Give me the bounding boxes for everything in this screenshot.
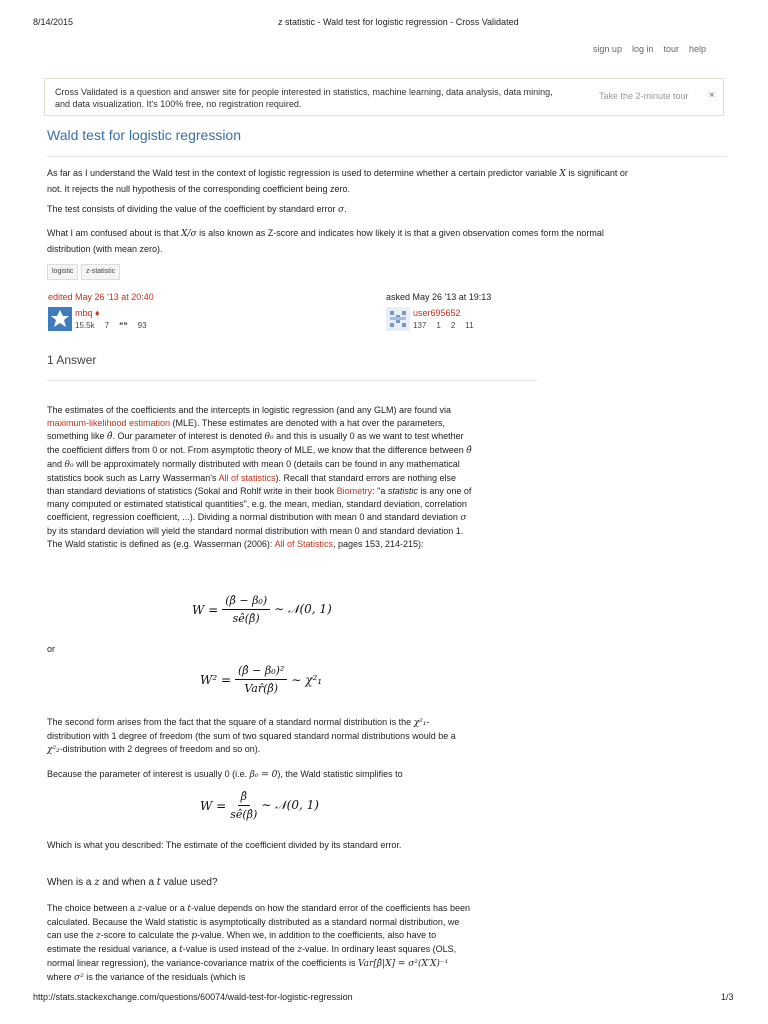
question-paragraph-2: The test consists of dividing the value of the coefficient by standard error σ.: [47, 204, 347, 215]
editor-reputation: 15.5k 7 ❝❝ 93: [75, 321, 147, 330]
all-of-statistics-link-2[interactable]: All of Statistics: [274, 539, 333, 549]
answer-paragraph-2: The second form arises from the fact that the square of a standard normal distribution is the χ²₁-distribution with 1 degree of freedom (the sum of two squared standard normal distributions would be a χ²₂-distribution with 2 degrees of freedom and so on).: [47, 717, 456, 755]
print-date: 8/14/2015: [33, 17, 74, 27]
user-avatar-icon[interactable]: [48, 307, 72, 331]
top-nav: [593, 44, 706, 54]
log-in-link[interactable]: log in: [631, 44, 654, 54]
edited-timestamp[interactable]: edited May 26 '13 at 20:40: [48, 292, 154, 302]
answer-subheading: When is a z and when a t value used?: [47, 877, 218, 888]
tour-button[interactable]: Take the 2-minute tour: [599, 91, 689, 101]
tour-link[interactable]: tour: [663, 44, 679, 54]
notice-text: Cross Validated is a question and answer site for people interested in statistics, machine learning, data analysis, data mining, and data visualization. It's 100% free, no registration required.: [55, 87, 553, 109]
welcome-notice: [44, 78, 724, 116]
mle-link[interactable]: maximum-likelihood estimation: [47, 418, 171, 428]
or-text: or: [47, 644, 56, 654]
close-icon[interactable]: ×: [709, 90, 715, 101]
question-paragraph-3: What I am confused about is that X/σ is also known as Z-score and indicates how likely it is that a given observation comes form the normal distribution (with mean zero).: [47, 228, 604, 254]
answer-paragraph-3: Because the parameter of interest is usually 0 (i.e. β₀ = 0), the Wald statistic simplifies to: [47, 769, 403, 780]
editor-username[interactable]: mbq ♦: [75, 308, 100, 318]
answer-paragraph-1: The estimates of the coefficients and the intercepts in logistic regression (and any GLM) are found via maximum-likelihood estimation (MLE). These estimates are denoted with a hat over the parameters, something like θ̂. Our parameter of interest is denoted θ₀ and this is usually 0 as we want to test whether the coefficient differs from 0 or not. From asymptotic theory of MLE, we know that the difference between θ̂ and θ₀ will be approximately normally distributed with mean 0 (details can be found in any mathematical statistics book such as Larry Wasserman's All of statistics). Recall that standard errors are nothing else than standard deviations of statistics (Sokal and Rohlf write in their book Biometry: "a statistic is any one of many computed or estimated statistical quantities", e.g. the mean, median, standard deviation, correlation coefficient, regression coefficient, ...). Dividing a normal distribution with mean 0 and standard deviation σ by its standard deviation will yield the standard normal distribution with mean 0 and standard deviation 1. The Wald statistic is defined as (e.g. Wasserman (2006): All of Statistics, pages 153, 214-215):: [47, 405, 472, 549]
tag-logistic[interactable]: logistic: [47, 264, 78, 280]
answer-paragraph-5: The choice between a z-value or a t-value depends on how the standard error of the coefficients has been calculated. Because the Wald statistic is asymptotically distributed as a standard normal distribution, we can use the z-score to calculate the p-value. When we, in addition to the coefficients, also have to estimate the residual variance, a t-value is used instead of the z-value. In ordinary least squares (OLS, normal linear regression), the variance-covariance matrix of the coefficients is Var[β̂|X] = σ²(X′X)⁻¹ where σ² is the variance of the residuals (which is: [47, 903, 470, 983]
question-title[interactable]: Wald test for logistic regression: [47, 127, 241, 143]
help-link[interactable]: help: [688, 44, 706, 54]
footer-page-number: 1/3: [721, 992, 734, 1002]
title-divider: [47, 156, 727, 157]
wald-equation-2: W² = $\frac{\text{(β̂ − β₀)²}}{\text{Var̂(β̂)}}$ ∼ χ²₁: [200, 664, 323, 695]
answer-paragraph-4: Which is what you described: The estimate of the coefficient divided by its standard error.: [47, 840, 402, 850]
print-title: z statistic - Wald test for logistic regression - Cross Validated: [278, 17, 519, 27]
wald-equation-3: W = $\frac{\betâ}{sê(\betâ)}$ ∼ 𝒩(0, 1): [200, 790, 319, 821]
footer-url: http://stats.stackexchange.com/questions/60074/wald-test-for-logistic-regression: [33, 992, 353, 1002]
sign-up-link[interactable]: sign up: [592, 44, 622, 54]
answers-divider: [47, 380, 537, 381]
answers-count-heading: 1 Answer: [47, 353, 97, 367]
asker-username[interactable]: user695652: [413, 308, 461, 318]
tag-z-statistic[interactable]: z-statistic: [81, 264, 120, 280]
asker-reputation: 137 1 2 11: [413, 321, 474, 330]
wald-equation-1: W = $\frac{\text{(β̂ − β₀)}}{sê(\betâ)}$ ∼ 𝒩(0, 1): [192, 594, 332, 625]
biometry-link[interactable]: Biometry: [336, 486, 373, 496]
question-paragraph-1: As far as I understand the Wald test in the context of logistic regression is used to determine whether a certain predictor variable X is significant or not. It rejects the null hypothesis of the corresponding coefficient being zero.: [47, 168, 628, 194]
identicon-avatar-icon[interactable]: [386, 307, 410, 331]
all-of-statistics-link[interactable]: All of statistics: [218, 473, 276, 483]
asked-timestamp: asked May 26 '13 at 19:13: [386, 292, 492, 302]
